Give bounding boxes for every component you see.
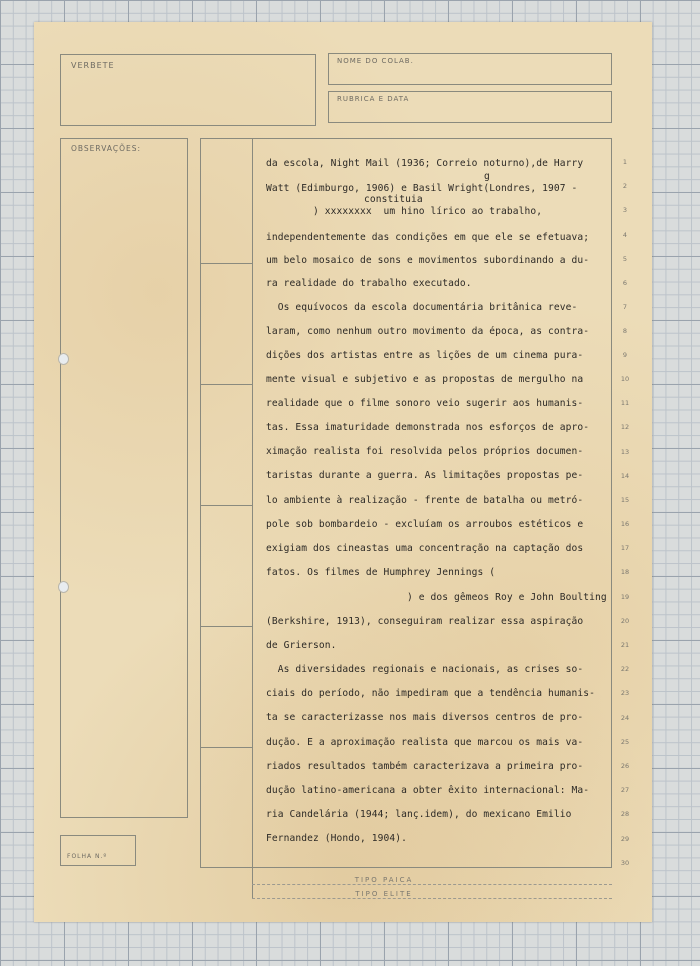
text-line: ra realidade do trabalho executado. — [266, 278, 472, 289]
rubrica-label: RUBRICA E DATA — [337, 95, 410, 103]
text-line: ) e dos gêmeos Roy e John Boulting — [266, 592, 607, 603]
text-line: Fernandez (Hondo, 1904). — [266, 833, 408, 844]
line-number: 5 — [622, 255, 628, 263]
text-line: mente visual e subjetivo e as propostas de mergulho na — [266, 374, 584, 385]
tipo-paica-label: TIPO PAICA — [354, 876, 414, 884]
section-rule — [200, 263, 252, 264]
folha-box — [60, 835, 136, 866]
text-line: de Grierson. — [266, 640, 337, 651]
line-number: 2 — [622, 182, 628, 190]
elite-rule — [252, 898, 612, 899]
paica-rule — [252, 884, 612, 885]
section-rule — [200, 384, 252, 385]
line-number: 3 — [622, 206, 628, 214]
text-line: tas. Essa imaturidade demonstrada nos esforços de apro- — [266, 422, 590, 433]
line-number: 13 — [620, 448, 630, 456]
line-number: 18 — [620, 568, 630, 576]
text-line: lo ambiente à realização - frente de batalha ou metró- — [266, 495, 584, 506]
line-number: 8 — [622, 327, 628, 335]
nome-colab-label: NOME DO COLAB. — [337, 57, 414, 65]
text-line: riados resultados também caracterizava a primeira pro- — [266, 761, 584, 772]
line-number: 7 — [622, 303, 628, 311]
punch-hole-bottom — [58, 581, 69, 593]
rubrica-box — [328, 91, 612, 123]
text-line: ) xxxxxxxx um hino lírico ao trabalho, — [266, 206, 543, 217]
text-line: Os equívocos da escola documentária britânica reve- — [266, 302, 578, 313]
line-number: 16 — [620, 520, 630, 528]
text-line: (Berkshire, 1913), conseguiram realizar essa aspiração — [266, 616, 584, 627]
text-line: ria Candelária (1944; lanç.idem), do mexicano Emilio — [266, 809, 572, 820]
observacoes-label: OBSERVAÇÕES: — [71, 144, 142, 153]
line-number: 17 — [620, 544, 630, 552]
section-rule — [200, 747, 252, 748]
text-line: pole sob bombardeio - excluíam os arroubos estéticos e — [266, 519, 584, 530]
text-line: dução latino-americana a obter êxito internacional: Ma- — [266, 785, 590, 796]
line-number: 15 — [620, 496, 630, 504]
text-line: Watt (Edimburgo, 1906) e Basil Wright(Londres, 1907 - — [266, 183, 578, 194]
text-line: laram, como nenhum outro movimento da época, as contra- — [266, 326, 590, 337]
text-line: dução. E a aproximação realista que marcou os mais va- — [266, 737, 584, 748]
line-number: 12 — [620, 423, 630, 431]
text-line: realidade que o filme sonoro veio sugerir aos humanis- — [266, 398, 584, 409]
text-line: ximação realista foi resolvida pelos próprios documen- — [266, 446, 584, 457]
punch-hole-top — [58, 353, 69, 365]
section-rule — [200, 505, 252, 506]
section-rule — [200, 626, 252, 627]
line-number: 29 — [620, 835, 630, 843]
line-number: 11 — [620, 399, 630, 407]
line-number: 1 — [622, 158, 628, 166]
line-number: 4 — [622, 231, 628, 239]
verbete-label: VERBETE — [71, 61, 115, 70]
folha-label: FOLHA N.º — [67, 853, 108, 860]
text-line: As diversidades regionais e nacionais, as crises so- — [266, 664, 584, 675]
verbete-box — [60, 54, 316, 126]
line-number: 26 — [620, 762, 630, 770]
text-line: taristas durante a guerra. As limitações propostas pe- — [266, 470, 584, 481]
line-number: 24 — [620, 714, 630, 722]
observacoes-box — [60, 138, 188, 818]
text-line: fatos. Os filmes de Humphrey Jennings ( — [266, 567, 496, 578]
line-number: 6 — [622, 279, 628, 287]
text-line: exigiam dos cineastas uma concentração na captação dos — [266, 543, 584, 554]
margin-rule — [252, 138, 253, 868]
line-number: 23 — [620, 689, 630, 697]
text-line: ta se caracterizasse nos mais diversos centros de pro- — [266, 712, 584, 723]
line-number: 28 — [620, 810, 630, 818]
text-line: da escola, Night Mail (1936; Correio noturno),de Harry — [266, 158, 584, 169]
text-line: dições dos artistas entre as lições de um cinema pura- — [266, 350, 584, 361]
line-number: 22 — [620, 665, 630, 673]
line-number: 20 — [620, 617, 630, 625]
line-number: 25 — [620, 738, 630, 746]
line-number: 21 — [620, 641, 630, 649]
text-line: independentemente das condições em que ele se efetuava; — [266, 232, 590, 243]
text-line: ciais do período, não impediram que a tendência humanis- — [266, 688, 596, 699]
correction-g: g — [484, 171, 490, 182]
tipo-elite-label: TIPO ELITE — [355, 890, 413, 898]
line-number: 30 — [620, 859, 630, 867]
line-number: 19 — [620, 593, 630, 601]
line-number: 14 — [620, 472, 630, 480]
line-number: 10 — [620, 375, 630, 383]
text-line: um belo mosaico de sons e movimentos subordinando a du- — [266, 255, 590, 266]
correction-constituia: constituia — [364, 194, 423, 205]
nome-colab-box — [328, 53, 612, 85]
bottom-rule — [252, 868, 253, 898]
line-number: 27 — [620, 786, 630, 794]
line-number: 9 — [622, 351, 628, 359]
